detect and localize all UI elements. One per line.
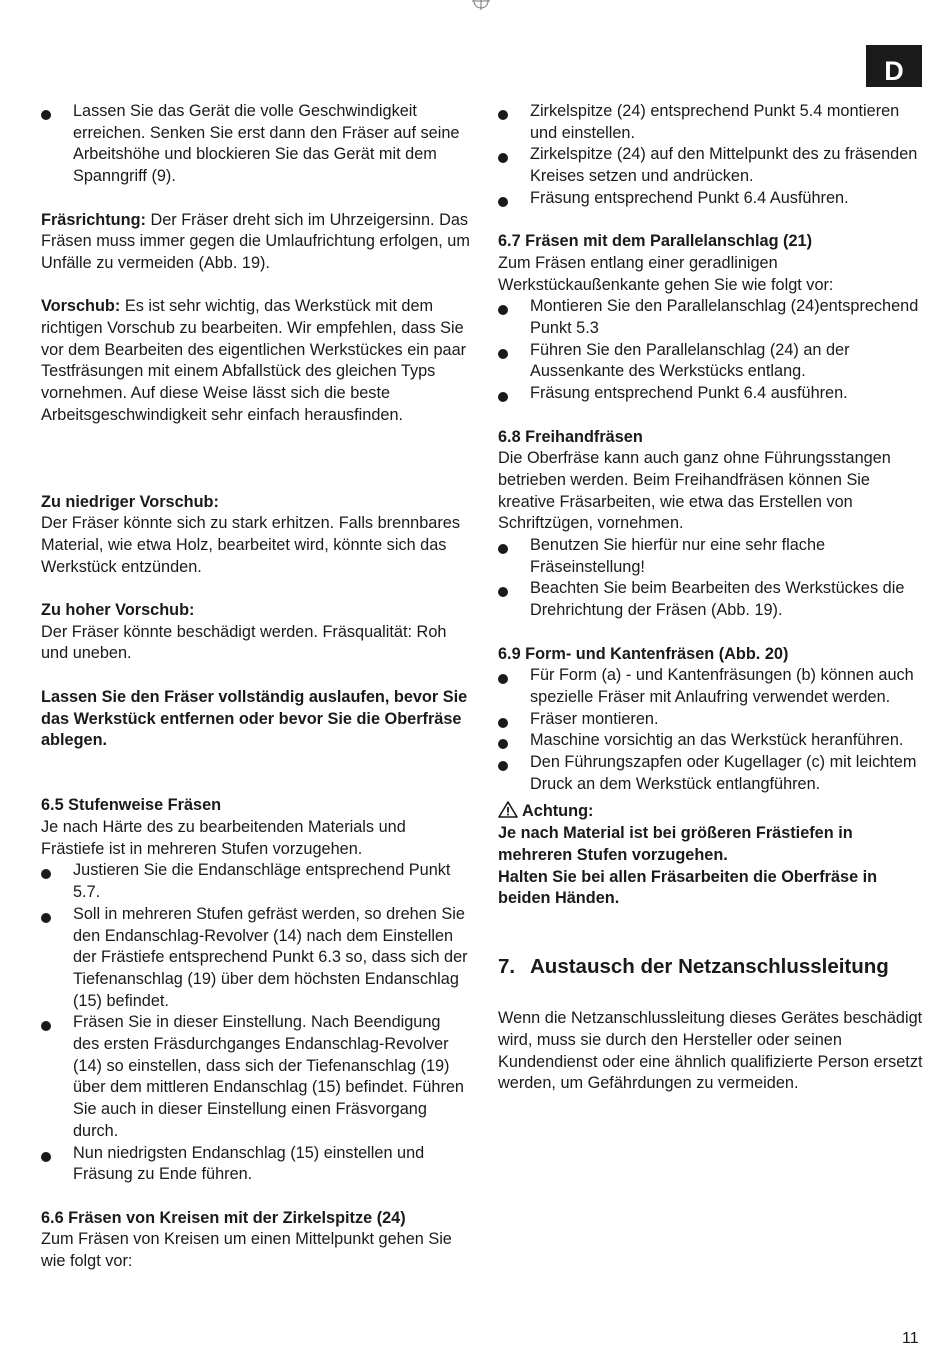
list-item — [498, 383, 926, 405]
list-item — [41, 1143, 471, 1186]
list-item — [498, 340, 926, 383]
bullet-icon — [498, 110, 508, 120]
list-item — [498, 665, 926, 708]
list-item — [498, 144, 926, 187]
bullet-text: Führen Sie den Parallelanschlag (24) an der Aussenkante des Werkstücks entlang. — [530, 340, 850, 381]
fraesrichtung-label: Fräsrichtung: — [41, 210, 146, 229]
list-item — [498, 578, 926, 621]
bullet-text: Benutzen Sie hierfür nur eine sehr flache Fräseinstellung! — [530, 536, 826, 576]
bullet-icon — [498, 392, 508, 402]
bullet-icon — [498, 153, 508, 163]
bullet-text: Den Führungszapfen oder Kugellager (c) mit leichtem Druck an dem Werkstück entlangführen. — [530, 753, 917, 793]
list-item — [498, 535, 926, 578]
section-6-5-intro: Je nach Härte des zu bearbeitenden Materials und Frästiefe ist in mehreren Stufen vorzugehen. — [41, 818, 406, 858]
list-item — [41, 860, 471, 903]
bullet-icon — [498, 197, 508, 207]
vorschub-label: Vorschub: — [41, 297, 121, 316]
section-6-8-intro: Die Oberfräse kann auch ganz ohne Führungsstangen betrieben werden. Beim Freihandfräsen können Sie kreative Fräsarbeiten, wie etwa das Erstellen von Schriftzügen, vornehmen. — [498, 449, 891, 533]
vorschub-paragraph — [41, 296, 471, 426]
list-item — [498, 296, 926, 339]
hoch-heading: Zu hoher Vorschub: — [41, 601, 195, 620]
bullet-icon — [41, 1152, 51, 1162]
bullet-icon — [498, 739, 508, 749]
list-item — [41, 904, 471, 1013]
bullet-icon — [498, 718, 508, 728]
section-7-heading — [498, 953, 926, 980]
language-tab: D — [866, 45, 922, 87]
left-column — [41, 101, 471, 1273]
list-item — [498, 709, 926, 731]
bullet-icon — [498, 587, 508, 597]
achtung-text-2: Halten Sie bei allen Fräsarbeiten die Oberfräse in beiden Händen. — [498, 867, 878, 908]
section-6-7-intro: Zum Fräsen entlang einer geradlinigen Werkstückaußenkante gehen Sie wie folgt vor: — [498, 253, 834, 294]
list-item — [498, 752, 926, 795]
registration-mark-icon — [472, 0, 490, 10]
fraesrichtung-text: Der Fräser dreht sich im Uhrzeigersinn. Das Fräsen muss immer gegen die Umlaufrichtung erfolgen, um Unfälle zu vermeiden (Abb. 19). — [41, 210, 470, 272]
bullet-text: Lassen Sie das Gerät die volle Geschwindigkeit erreichen. Senken Sie erst dann den Fräser auf seine Arbeitshöhe und blockieren Sie das Gerät mit dem Spanngriff (9). — [73, 102, 460, 186]
bullet-icon — [498, 761, 508, 771]
list-item — [498, 101, 926, 144]
list-item — [498, 188, 926, 210]
bullet-text: Fräsen Sie in dieser Einstellung. Nach Beendigung des ersten Fräsdurchganges Endanschlag-Revolver (14) so einstellen, dass sich der Tiefenanschlag (19) über dem mittleren Endanschlag (15) befindet. Führen Sie auch in dieser Einstellung einen Fräsvorgang durch. — [73, 1013, 464, 1140]
list-item — [41, 101, 471, 188]
bullet-icon — [498, 544, 508, 554]
bullet-text: Fräser montieren. — [530, 709, 659, 728]
achtung-label: Achtung: — [522, 802, 594, 821]
achtung-text-1: Je nach Material ist bei größeren Frästiefen in mehreren Stufen vorzugehen. — [498, 824, 853, 864]
bullet-text: Soll in mehreren Stufen gefräst werden, so drehen Sie den Endanschlag-Revolver (14) nach dem Einstellen der Frästiefe entsprechend Punkt 6.3 so, dass sich der Tiefenanschlag (19) über dem höchsten Endanschlag (15) befindet. — [73, 904, 468, 1010]
section-6-6-heading: 6.6 Fräsen von Kreisen mit der Zirkelspitze (24) — [41, 1208, 406, 1227]
auslaufen-warning: Lassen Sie den Fräser vollständig auslaufen, bevor Sie das Werkstück entfernen oder bevor Sie die Oberfräse ablegen. — [41, 687, 468, 750]
bullet-icon — [498, 674, 508, 684]
bullet-text: Nun niedrigsten Endanschlag (15) einstellen und Fräsung zu Ende führen. — [73, 1143, 425, 1184]
bullet-text: Justieren Sie die Endanschläge entsprechend Punkt 5.7. — [73, 861, 451, 902]
niedrig-heading: Zu niedriger Vorschub: — [41, 492, 219, 511]
bullet-icon — [498, 349, 508, 359]
section-6-7-heading: 6.7 Fräsen mit dem Parallelanschlag (21) — [498, 232, 813, 251]
section-7-text: Wenn die Netzanschlussleitung dieses Gerätes beschädigt wird, muss sie durch den Hersteller oder seinen Kundendienst oder eine ähnlich qualifizierte Person ersetzt werden, um Gefährdungen zu vermeiden. — [498, 1009, 923, 1093]
print-crop-marks — [80, 0, 280, 2]
bullet-text: Fräsung entsprechend Punkt 6.4 ausführen. — [530, 384, 848, 403]
bullet-icon — [41, 110, 51, 120]
fraesrichtung-paragraph — [41, 210, 471, 275]
section-6-9-heading: 6.9 Form- und Kantenfräsen (Abb. 20) — [498, 644, 789, 663]
bullet-icon — [41, 913, 51, 923]
bullet-icon — [498, 305, 508, 315]
warning-triangle-icon — [498, 801, 518, 818]
bullet-text: Zirkelspitze (24) auf den Mittelpunkt des zu fräsenden Kreises setzen und andrücken. — [530, 145, 918, 186]
bullet-icon — [41, 1021, 51, 1031]
section-6-5-heading: 6.5 Stufenweise Fräsen — [41, 796, 222, 815]
bullet-text: Für Form (a) - und Kantenfräsungen (b) können auch spezielle Fräser mit Anlaufring verwendet werden. — [530, 666, 914, 706]
section-6-8-heading: 6.8 Freihandfräsen — [498, 427, 643, 446]
bullet-text: Zirkelspitze (24) entsprechend Punkt 5.4 montieren und einstellen. — [530, 102, 900, 142]
niedrig-text: Der Fräser könnte sich zu stark erhitzen. Falls brennbares Material, wie etwa Holz, bearbeitet wird, könnte sich das Werkstück entzünden. — [41, 514, 460, 576]
section-6-6-intro: Zum Fräsen von Kreisen um einen Mittelpunkt gehen Sie wie folgt vor: — [41, 1230, 452, 1271]
list-item — [498, 730, 926, 752]
section-7-title: Austausch der Netzanschlussleitung — [530, 955, 889, 979]
achtung-heading — [498, 801, 926, 823]
bullet-icon — [41, 869, 51, 879]
hoch-text: Der Fräser könnte beschädigt werden. Fräsqualität: Roh und uneben. — [41, 622, 447, 663]
bullet-text: Fräsung entsprechend Punkt 6.4 Ausführen. — [530, 188, 849, 207]
bullet-text: Maschine vorsichtig an das Werkstück heranführen. — [530, 731, 904, 750]
section-7-number: 7. — [498, 955, 516, 979]
bullet-text: Beachten Sie beim Bearbeiten des Werkstückes die Drehrichtung der Fräsen (Abb. 19). — [530, 579, 905, 620]
vorschub-text: Es ist sehr wichtig, das Werkstück mit dem richtigen Vorschub zu bearbeiten. Wir empfehlen, dass Sie vor dem Bearbeiten des eigentlichen Werkstückes ein paar Testfräsungen mit einem Abfallstück des gleichen Typs vornehmen. Auf diese Weise lässt sich die beste Arbeitsgeschwindigkeit sehr einfach herausfinden. — [41, 297, 467, 424]
page-number: 11 — [902, 1330, 919, 1347]
bullet-text: Montieren Sie den Parallelanschlag (24)entsprechend Punkt 5.3 — [530, 297, 919, 338]
list-item — [41, 1012, 471, 1142]
right-column — [498, 101, 926, 1095]
